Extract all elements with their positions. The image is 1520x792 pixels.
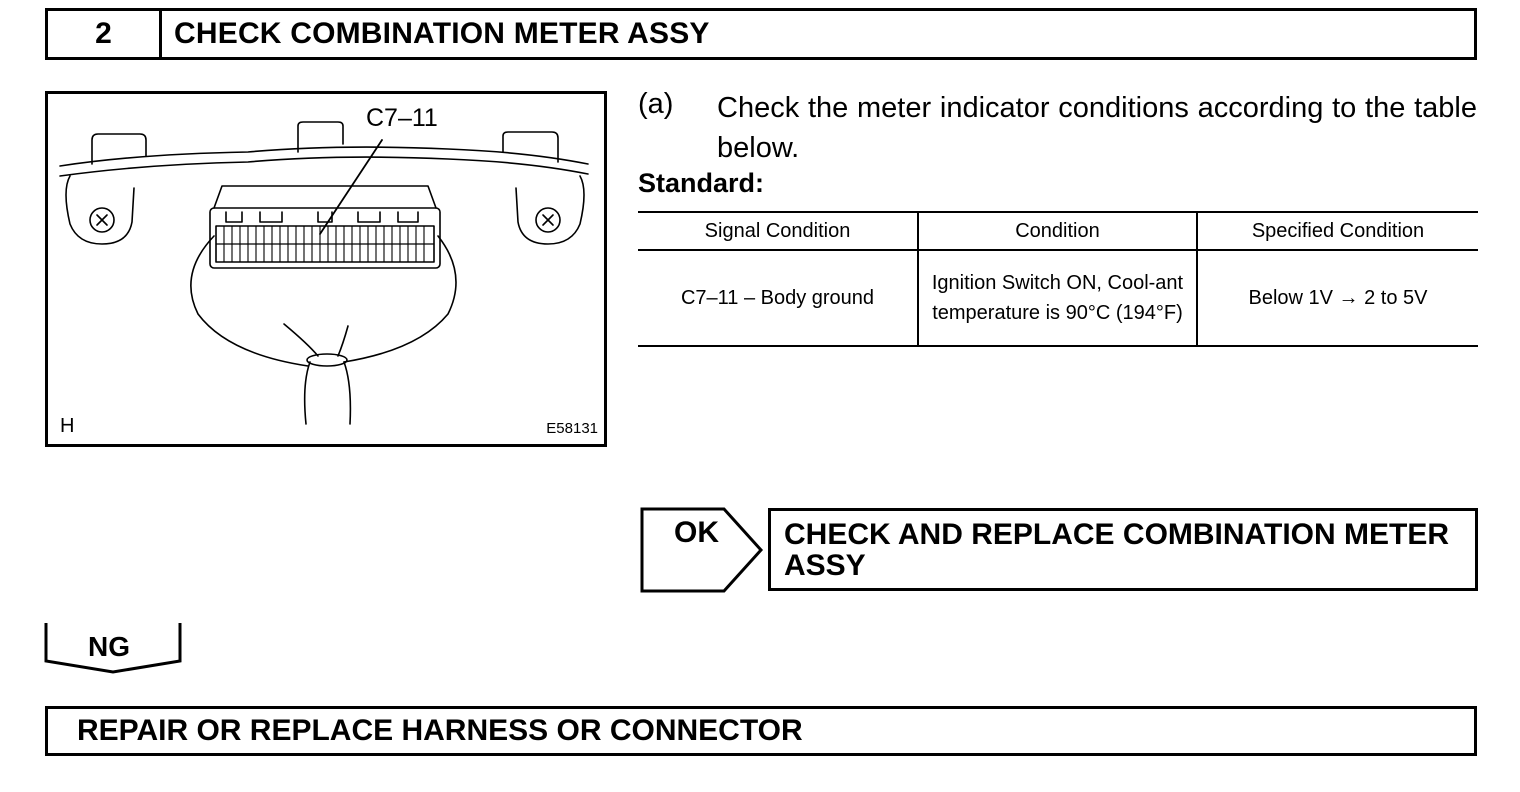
column-header-signal-condition: Signal Condition: [638, 212, 918, 250]
step-header: [45, 8, 1477, 60]
substep-marker: (a): [638, 88, 674, 120]
table-header-row: [638, 212, 1478, 250]
step-title: CHECK COMBINATION METER ASSY: [174, 17, 710, 50]
ok-label: OK: [674, 516, 719, 549]
ng-label: NG: [88, 631, 130, 662]
specification-table: [638, 211, 1478, 347]
ok-result-box: CHECK AND REPLACE COMBINATION METER ASSY: [768, 508, 1478, 591]
table-row: [638, 250, 1478, 346]
connector-illustration: [45, 91, 607, 447]
ng-result-box: REPAIR OR REPLACE HARNESS OR CONNECTOR: [45, 706, 1477, 756]
connector-drawing: [48, 94, 604, 444]
cell-signal-condition: C7–11 – Body ground: [638, 250, 918, 346]
standard-label: Standard:: [638, 168, 765, 198]
column-header-specified-condition: Specified Condition: [1197, 212, 1478, 250]
step-number: 2: [48, 11, 162, 57]
figure-corner-letter: H: [60, 415, 75, 437]
substep-text: Check the meter indicator conditions according to the table below.: [717, 92, 1477, 164]
column-header-condition: Condition: [918, 212, 1197, 250]
cell-specified-condition: Below 1V → 2 to 5V: [1197, 250, 1478, 346]
cell-condition: Ignition Switch ON, Cool-ant temperature is 90°C (194°F): [918, 250, 1197, 346]
figure-code: E58131: [546, 420, 598, 437]
connector-pin-label: C7–11: [366, 104, 438, 132]
